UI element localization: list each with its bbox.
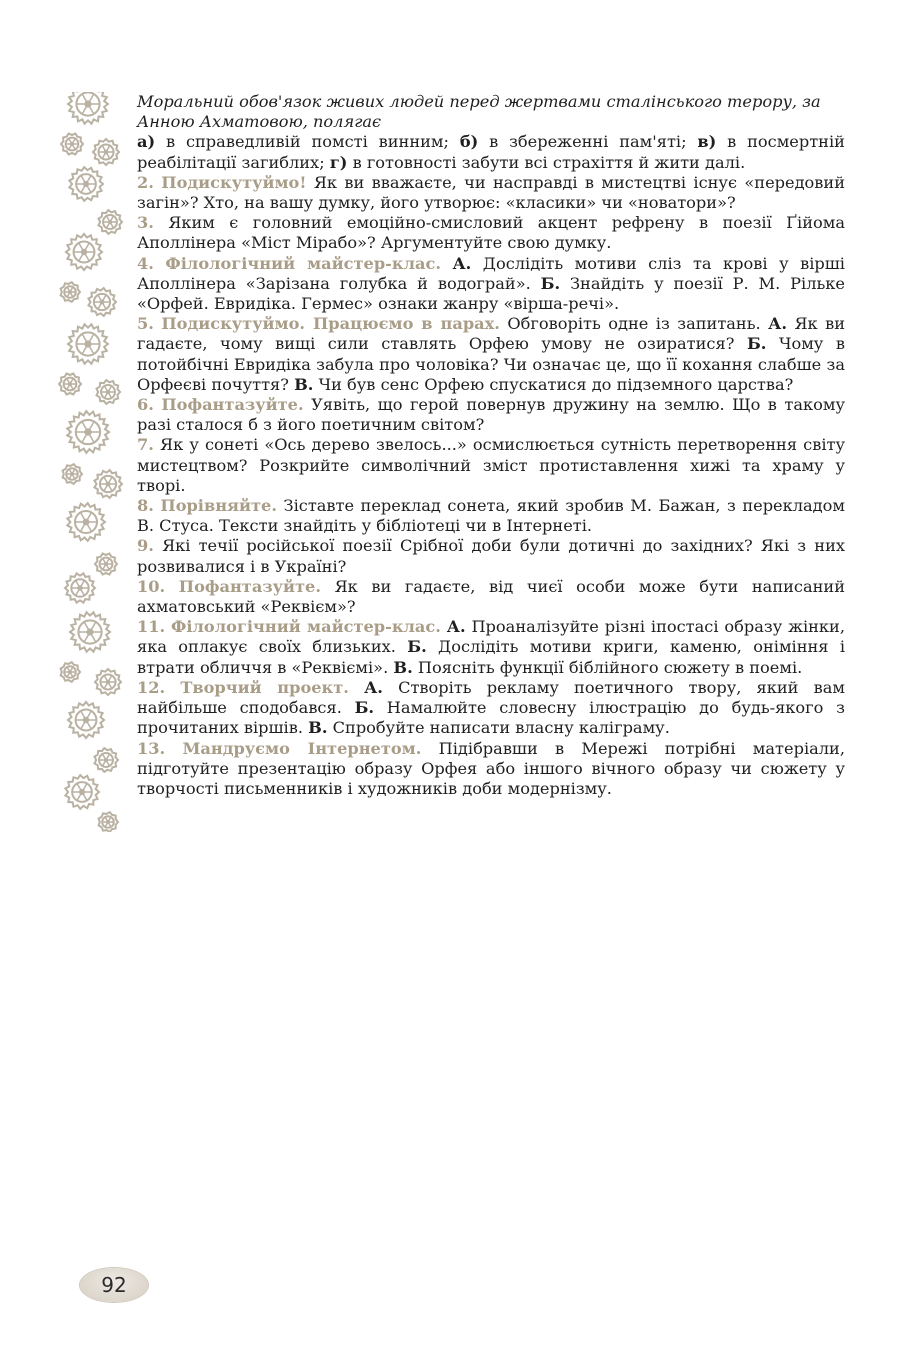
page-number: 92 — [80, 1268, 148, 1302]
task-4: 4. Філологічний майстер-клас. А. Дослідіть мотиви сліз та крові у вірші Аполлінера «Зарізана голубка й водограй». Б. Знайдіть у поезії Р. М. Рільке «Орфей. Евридіка. Гермес» ознаки жанру «вірша-речі». — [137, 253, 845, 314]
task-9: 9. Які течії російської поезії Срібної доби були дотичні до західних? Які з них розвивалися і в Україні? — [137, 536, 845, 576]
task-13: 13. Мандруємо Інтернетом. Підібравши в Мережі потрібні матеріали, підготуйте презентацію образу Орфея або іншого вічного образу чи сюжету у творчості письменників і художників доби модернізму. — [137, 738, 845, 798]
gears-ornament-icon — [58, 92, 128, 832]
task-8: 8. Порівняйте. Зіставте переклад сонета, який зробив М. Бажан, з перекладом В. Стуса. Тексти знайдіть у бібліотеці чи в Інтернеті. — [137, 496, 845, 536]
intro-options: а) в справедливій помсті винним; б) в збереженні пам'яті; в) в посмертній реабілітації загиблих; г) в готовності забути всі страхіття й жити далі. — [137, 132, 845, 172]
task-12: 12. Творчий проект. А. Створіть рекламу поетичного твору, який вам найбільше сподобався. Б. Намалюйте словесну ілюстрацію до будь-якого з прочитаних віршів. В. Спробуйте написати власну каліграму. — [137, 677, 845, 738]
task-11: 11. Філологічний майстер-клас. А. Проаналізуйте різні іпостасі образу жінки, яка оплакує своїх близьких. Б. Дослідіть мотиви криги, каменю, оніміння і втрати обличчя в «Реквіємі». В. Поясніть функції біблійного сюжету в поемі. — [137, 617, 845, 677]
task-7: 7. Як у сонеті «Ось дерево звелось...» осмислюється сутність перетворення світу мистецтвом? Розкрийте символічний зміст протиставлення хижі та храму у творі. — [137, 435, 846, 495]
task-10: 10. Пофантазуйте. Як ви гадаєте, від чиєї особи може бути написаний ахматовський «Реквієм»? — [137, 576, 845, 617]
task-2: 2. Подискутуймо! Як ви вважаєте, чи насправді в мистецтві існує «передовий загін»? Хто, на вашу думку, його утворює: «класики» чи «новатори»? — [137, 172, 845, 213]
task-3: 3. Яким є головний емоційно-смисловий акцент рефрену в поезії Ґійома Аполлінера «Міст Мірабо»? Аргументуйте свою думку. — [137, 213, 845, 253]
task-6: 6. Пофантазуйте. Уявіть, що герой повернув дружину на землю. Що в такому разі сталося б з його поетичним світом? — [137, 395, 845, 435]
intro-question: Моральний обов'язок живих людей перед жертвами сталінського терору, за Анною Ахматовою, полягає — [137, 92, 821, 132]
task-5: 5. Подискутуймо. Працюємо в парах. Обговоріть одне із запитань. А. Як ви гадаєте, чому вищі сили ставлять Орфею умову не озиратися? Б. Чому в потойбічні Евридіка забула про чоловіка? Чи означає це, що її кохання слабше за Орфеєві почуття? В. Чи був сенс Орфею спускатися до підземного царства? — [137, 314, 845, 394]
exercise-list — [137, 92, 845, 799]
